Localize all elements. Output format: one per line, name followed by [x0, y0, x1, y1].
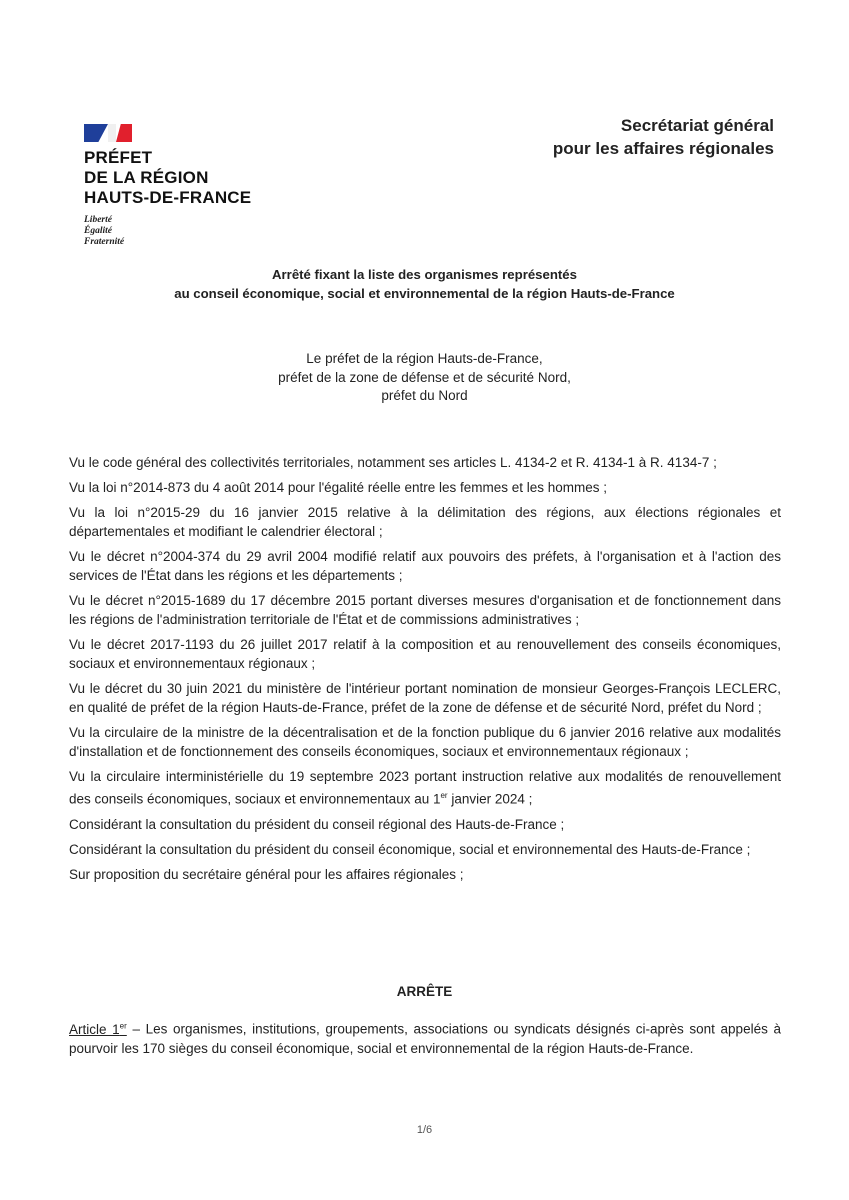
article-1	[69, 1016, 781, 1058]
prefet-logo	[84, 124, 304, 248]
title-line-1: Arrêté fixant la liste des organismes représentés	[272, 267, 577, 282]
arrete-heading: ARRÊTE	[396, 984, 453, 999]
considerant-paragraph: Considérant la consultation du président du conseil régional des Hauts-de-France ;	[69, 816, 565, 832]
visa-paragraph: Vu le décret du 30 juin 2021 du ministère de l'intérieur portant nomination de monsieur Georges-François LECLERC, en qualité de préfet de la région Hauts-de-France, préfet de la zone de défense et de sécurité Nord, préfet du Nord ;	[69, 681, 781, 715]
page-number: 1/6	[416, 1124, 433, 1136]
visas-list	[69, 453, 781, 890]
service-line-1: Secrétariat général	[620, 116, 774, 135]
visa-paragraph: Vu le décret n°2004-374 du 29 avril 2004 modifié relatif aux pouvoirs des préfets, à l'organisation et à l'action des services de l'État dans les régions et les départements ;	[69, 549, 781, 583]
visa-sup: er	[440, 791, 448, 800]
visa-circulaire-2023	[69, 767, 781, 809]
article-1-text: – Les organismes, institutions, groupements, associations ou syndicats désignés ci-après sont appelés à pourvoir les 170 sièges du conseil économique, social et environnemental de la région Hauts-de-France.	[69, 1021, 781, 1056]
visa-text-end: janvier 2024 ;	[447, 791, 533, 807]
logo-line-1: PRÉFET	[84, 148, 153, 167]
authority-line-1: Le préfet de la région Hauts-de-France,	[306, 351, 543, 366]
article-1-label: Article 1er	[69, 1021, 127, 1037]
document-title	[0, 265, 849, 303]
motto-liberte: Liberté	[84, 215, 112, 225]
title-line-2: au conseil économique, social et environnemental de la région Hauts-de-France	[174, 286, 675, 301]
motto-fraternite: Fraternité	[84, 237, 125, 247]
authority-line-2: préfet de la zone de défense et de sécurité Nord,	[278, 369, 571, 385]
considerant-paragraph: Considérant la consultation du président du conseil économique, social et environnemental des Hauts-de-France ;	[69, 841, 751, 857]
visa-paragraph: Vu le décret n°2015-1689 du 17 décembre 2015 portant diverses mesures d'organisation et de fonctionnement dans les régions de l'administration territoriale de l'État et de commissions administratives ;	[69, 593, 781, 627]
visa-paragraph: Vu la circulaire de la ministre de la décentralisation et de la fonction publique du 6 janvier 2016 relative aux modalités d'installation et de fonctionnement des conseils économiques, sociaux et environnementaux régionaux ;	[69, 725, 781, 759]
authority-line-3: préfet du Nord	[381, 388, 468, 403]
visa-paragraph: Vu le décret 2017-1193 du 26 juillet 2017 relatif à la composition et au renouvellement des conseils économiques, sociaux et environnementaux régionaux ;	[69, 637, 781, 671]
logo-line-3: HAUTS-DE-FRANCE	[84, 188, 252, 207]
visa-text: Vu la circulaire interministérielle du 19 septembre 2023 portant instruction relative aux modalités de renouvellement des conseils économiques, sociaux et environnementaux au 1	[69, 769, 781, 807]
proposition-paragraph: Sur proposition du secrétaire général pour les affaires régionales ;	[69, 866, 464, 882]
authority-block	[0, 350, 849, 406]
visa-paragraph: Vu le code général des collectivités territoriales, notamment ses articles L. 4134-2 et R. 4134-1 à R. 4134-7 ;	[69, 455, 717, 470]
motto-egalite: Égalité	[84, 226, 112, 236]
visa-paragraph: Vu la loi n°2014-873 du 4 août 2014 pour l'égalité réelle entre les femmes et les hommes ;	[69, 480, 608, 495]
motto	[84, 215, 304, 248]
service-line-2: pour les affaires régionales	[552, 139, 774, 158]
marianne-flag-icon	[84, 124, 132, 142]
logo-line-2: DE LA RÉGION	[84, 168, 209, 187]
visa-paragraph: Vu la loi n°2015-29 du 16 janvier 2015 relative à la délimitation des régions, aux élections régionales et départementales et modifiant le calendrier électoral ;	[69, 505, 781, 539]
issuing-service	[553, 114, 774, 160]
